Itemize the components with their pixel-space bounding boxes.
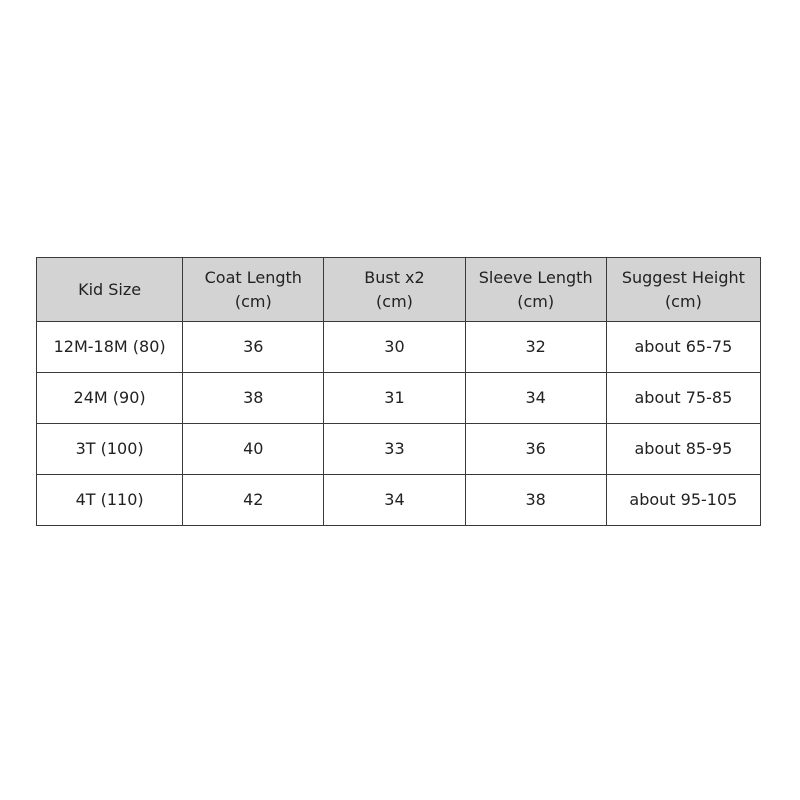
cell-suggest-height: about 75-85 xyxy=(606,373,760,424)
header-unit: (cm) xyxy=(664,291,702,311)
cell-bust: 31 xyxy=(324,373,465,424)
cell-suggest-height: about 65-75 xyxy=(606,322,760,373)
header-unit: (cm) xyxy=(376,291,413,311)
header-bust xyxy=(324,258,465,322)
header-sleeve-length xyxy=(465,258,606,322)
cell-kid-size: 4T (110) xyxy=(37,475,183,526)
header-label: Coat Length xyxy=(204,267,302,287)
header-coat-length xyxy=(183,258,324,322)
cell-sleeve-length: 34 xyxy=(465,373,606,424)
cell-coat-length: 38 xyxy=(183,373,324,424)
cell-kid-size: 24M (90) xyxy=(37,373,183,424)
header-label: Suggest Height xyxy=(621,267,745,287)
header-label: Sleeve Length xyxy=(478,267,593,287)
cell-kid-size: 3T (100) xyxy=(37,424,183,475)
cell-suggest-height: about 85-95 xyxy=(606,424,760,475)
cell-coat-length: 40 xyxy=(183,424,324,475)
cell-sleeve-length: 36 xyxy=(465,424,606,475)
cell-bust: 33 xyxy=(324,424,465,475)
table-row xyxy=(37,322,761,373)
cell-kid-size: 12M-18M (80) xyxy=(37,322,183,373)
cell-coat-length: 42 xyxy=(183,475,324,526)
header-suggest-height xyxy=(606,258,760,322)
cell-bust: 34 xyxy=(324,475,465,526)
header-label: Kid Size xyxy=(78,279,142,299)
header-unit: (cm) xyxy=(517,291,555,311)
table-row xyxy=(37,373,761,424)
cell-coat-length: 36 xyxy=(183,322,324,373)
size-chart-table xyxy=(36,257,761,526)
cell-bust: 30 xyxy=(324,322,465,373)
header-unit: (cm) xyxy=(234,291,272,311)
cell-sleeve-length: 32 xyxy=(465,322,606,373)
table-row xyxy=(37,424,761,475)
header-kid-size xyxy=(37,258,183,322)
header-label: Bust x2 xyxy=(364,267,425,287)
table-row xyxy=(37,475,761,526)
cell-sleeve-length: 38 xyxy=(465,475,606,526)
header-row xyxy=(37,258,761,322)
cell-suggest-height: about 95-105 xyxy=(606,475,760,526)
